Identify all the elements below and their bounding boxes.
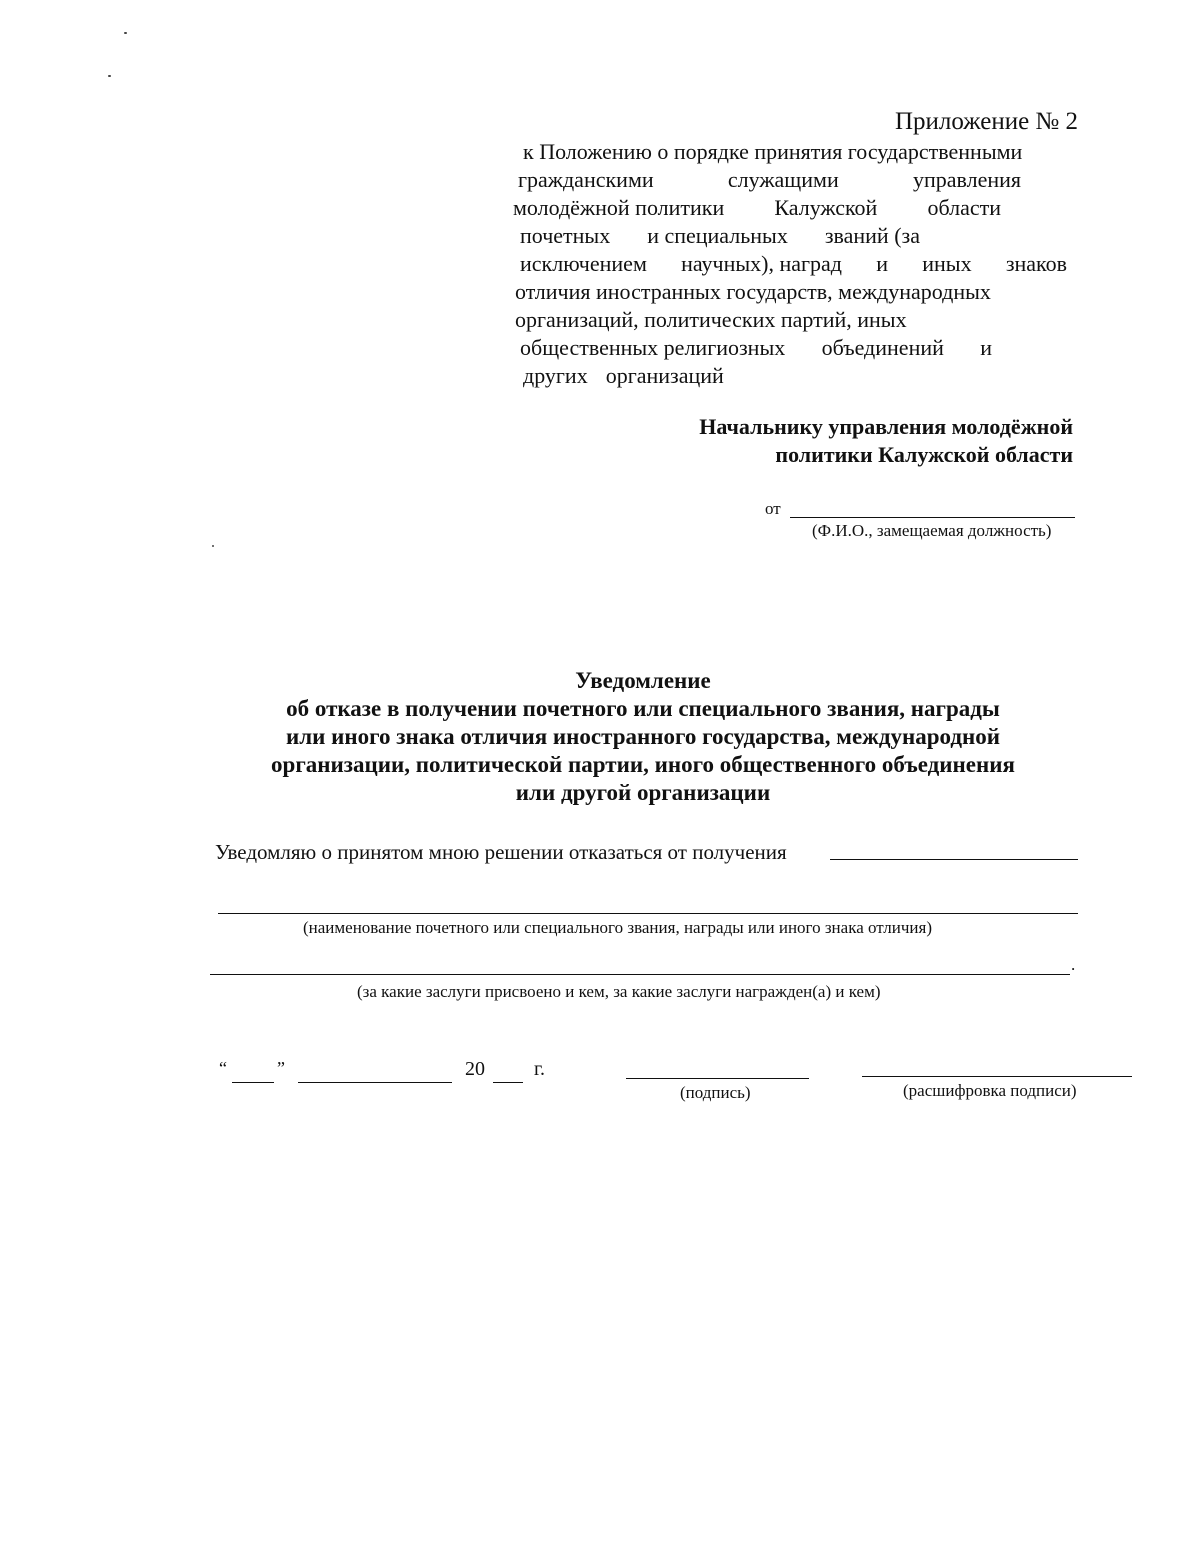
merits-blank-line[interactable] [210, 974, 1070, 975]
appendix-word: иных [922, 251, 972, 276]
from-blank-line[interactable] [790, 517, 1075, 518]
appendix-line [513, 194, 1001, 222]
appendix-word: исключением [520, 251, 647, 276]
appendix-word: званий (за [824, 223, 920, 248]
year-suffix: г. [534, 1058, 545, 1080]
appendix-word: организаций [605, 363, 724, 388]
appendix-line [515, 278, 991, 306]
merits-caption: (за какие заслуги присвоено и кем, за какие заслуги награжден(а) и кем) [357, 982, 881, 1001]
appendix-word: почетных [520, 223, 611, 248]
appendix-word: объединений [821, 335, 944, 360]
appendix-word: отличия иностранных государств, международных [515, 279, 991, 304]
scan-speck [108, 75, 111, 77]
award-blank-line[interactable] [830, 859, 1078, 860]
appendix-word: организаций, политических партий, иных [515, 307, 907, 332]
signature-decoding-caption: (расшифровка подписи) [903, 1081, 1077, 1100]
signature-decoding-blank-line[interactable] [862, 1076, 1132, 1077]
appendix-word: знаков [1005, 251, 1067, 276]
addressee-line-2: политики Калужской области [775, 442, 1073, 467]
appendix-line [518, 166, 1021, 194]
scan-speck [212, 545, 214, 547]
award-caption: (наименование почетного или специального звания, награды или иного знака отличия) [303, 918, 932, 937]
appendix-line [523, 138, 1022, 166]
addressee-line-1: Начальнику управления молодёжной [699, 414, 1073, 439]
day-blank-line[interactable] [232, 1082, 274, 1083]
scan-speck [124, 32, 127, 34]
appendix-word: управления [912, 167, 1021, 192]
open-quote: “ [219, 1058, 227, 1078]
month-blank-line[interactable] [298, 1082, 452, 1083]
notice-heading: Уведомление [575, 668, 711, 693]
appendix-title: Приложение № 2 [895, 108, 1079, 135]
award-blank-line[interactable] [218, 913, 1078, 914]
appendix-line [520, 222, 920, 250]
appendix-line [520, 250, 1067, 278]
appendix-word: общественных религиозных [520, 335, 786, 360]
appendix-line [515, 306, 907, 334]
appendix-word: и [980, 335, 992, 360]
appendix-word: служащими [727, 167, 839, 192]
signature-blank-line[interactable] [626, 1078, 809, 1079]
appendix-word: Калужской [774, 195, 878, 220]
notice-subtitle-line: организации, политической партии, иного общественного объединения [271, 752, 1015, 777]
appendix-line [523, 362, 724, 390]
from-label: от [765, 499, 781, 518]
notice-subtitle-line: или иного знака отличия иностранного государства, международной [285, 724, 1001, 749]
appendix-word: других [523, 363, 588, 388]
close-quote: ” [277, 1058, 285, 1078]
line-end-dot: . [1071, 955, 1076, 974]
appendix-word: и специальных [647, 223, 788, 248]
appendix-word: научных), наград [681, 251, 842, 276]
appendix-word: молодёжной политики [513, 195, 725, 220]
statement-text: Уведомляю о принятом мною решении отказаться от получения [215, 840, 787, 864]
signature-caption: (подпись) [680, 1083, 751, 1102]
notice-subtitle-line: или другой организации [515, 780, 771, 805]
appendix-word: области [927, 195, 1001, 220]
appendix-word: гражданскими [518, 167, 654, 192]
appendix-word: и [876, 251, 889, 276]
appendix-word: к Положению о порядке принятия государственными [523, 139, 1023, 164]
year-blank-line[interactable] [493, 1082, 523, 1083]
notice-subtitle-line: об отказе в получении почетного или специального звания, награды [286, 696, 1000, 721]
year-prefix: 20 [465, 1058, 485, 1080]
appendix-line [520, 334, 992, 362]
from-caption: (Ф.И.О., замещаемая должность) [812, 521, 1052, 540]
